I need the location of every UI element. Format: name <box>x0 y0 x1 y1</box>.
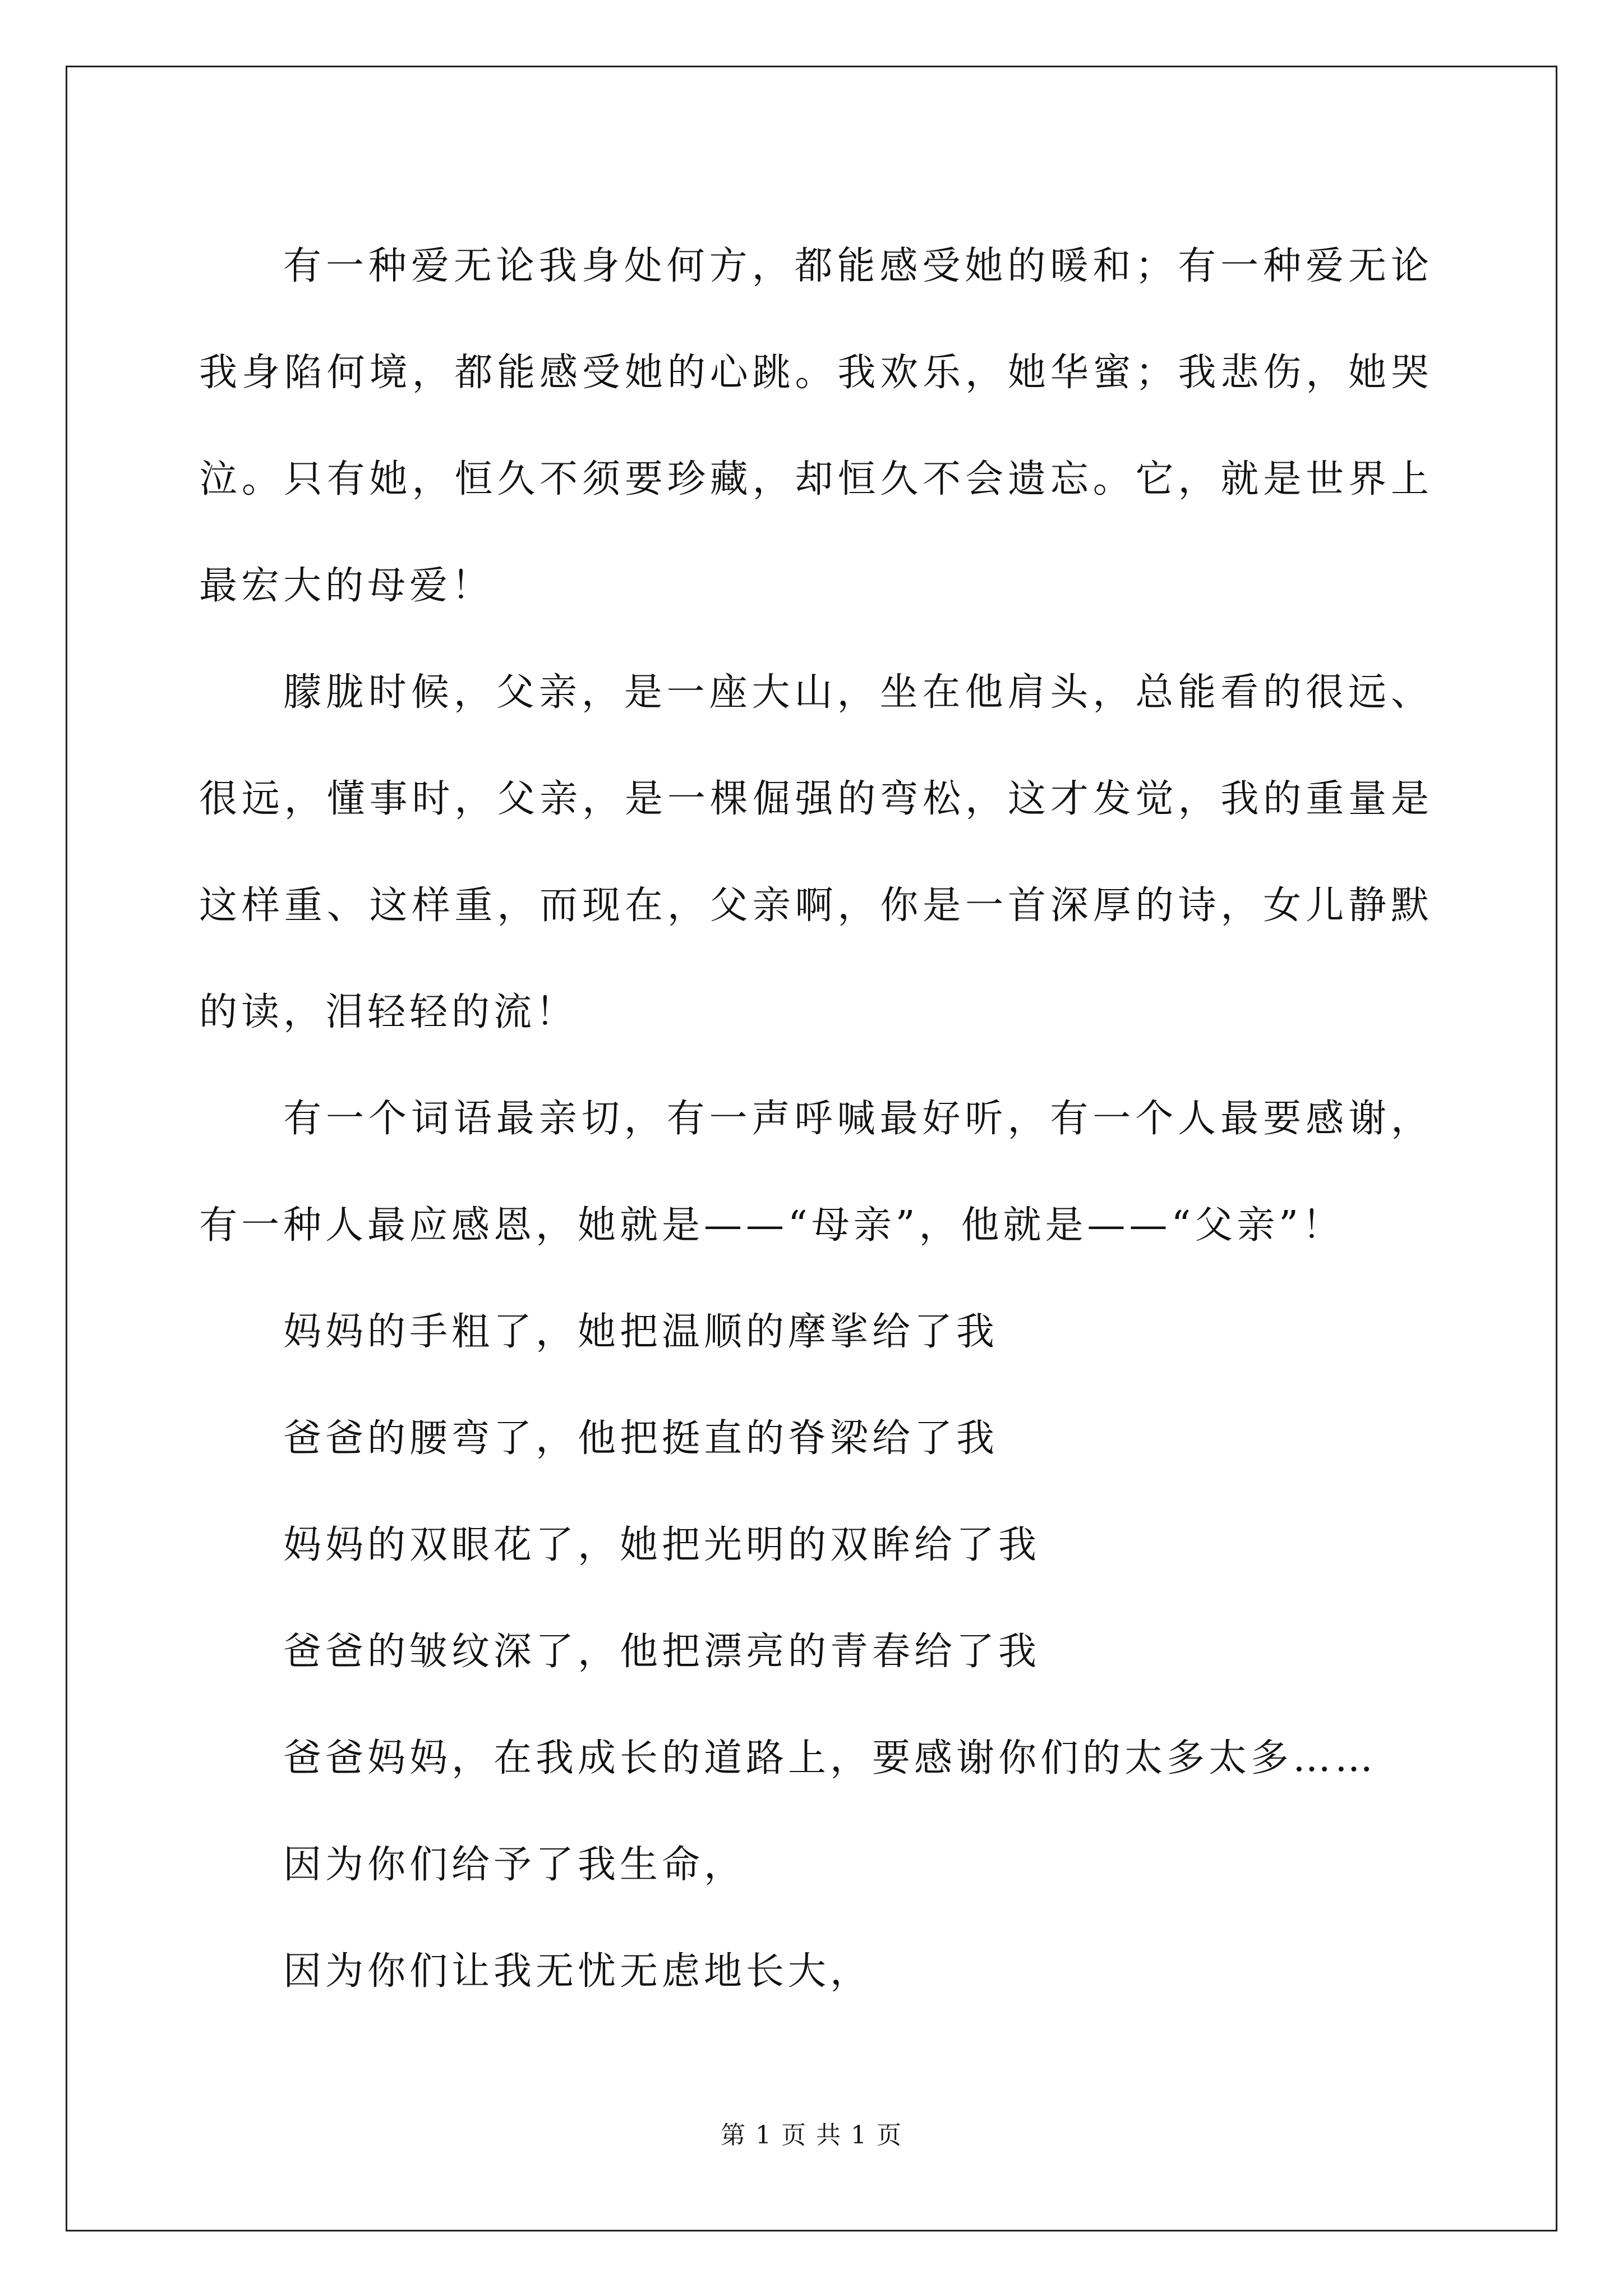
paragraph: 有一种爱无论我身处何方，都能感受她的暖和；有一种爱无论我身陷何境，都能感受她的心跳。我欢乐，她华蜜；我悲伤，她哭泣。只有她，恒久不须要珍藏，却恒久不会遗忘。它，就是世界上最宏大的母爱！ <box>199 244 1433 608</box>
paragraph: 朦胧时候，父亲，是一座大山，坐在他肩头，总能看的很远、很远，懂事时，父亲，是一棵倔强的弯松，这才发觉，我的重量是这样重、这样重，而现在，父亲啊，你是一首深厚的诗，女儿静默的读，泪轻轻的流！ <box>199 670 1433 1034</box>
document-body <box>199 213 1433 2025</box>
paragraph: 有一个词语最亲切，有一声呼喊最好听，有一个人最要感谢，有一种人最应感恩，她就是——“母亲”，他就是——“父亲”！ <box>199 1097 1433 1248</box>
poem-line: 爸爸的皱纹深了，他把漂亮的青春给了我 <box>283 1630 1041 1674</box>
poem-line: 爸爸妈妈，在我成长的道路上，要感谢你们的太多太多…… <box>283 1736 1377 1780</box>
poem-line: 因为你们给予了我生命， <box>283 1843 746 1887</box>
page-number-footer: 第 1 页 共 1 页 <box>721 2121 902 2150</box>
poem-line: 爸爸的腰弯了，他把挺直的脊梁给了我 <box>283 1416 999 1461</box>
poem-line: 妈妈的双眼花了，她把光明的双眸给了我 <box>283 1523 1041 1567</box>
poem-line: 妈妈的手粗了，她把温顺的摩挲给了我 <box>283 1310 999 1354</box>
poem-line: 因为你们让我无忧无虑地长大， <box>283 1949 873 1994</box>
